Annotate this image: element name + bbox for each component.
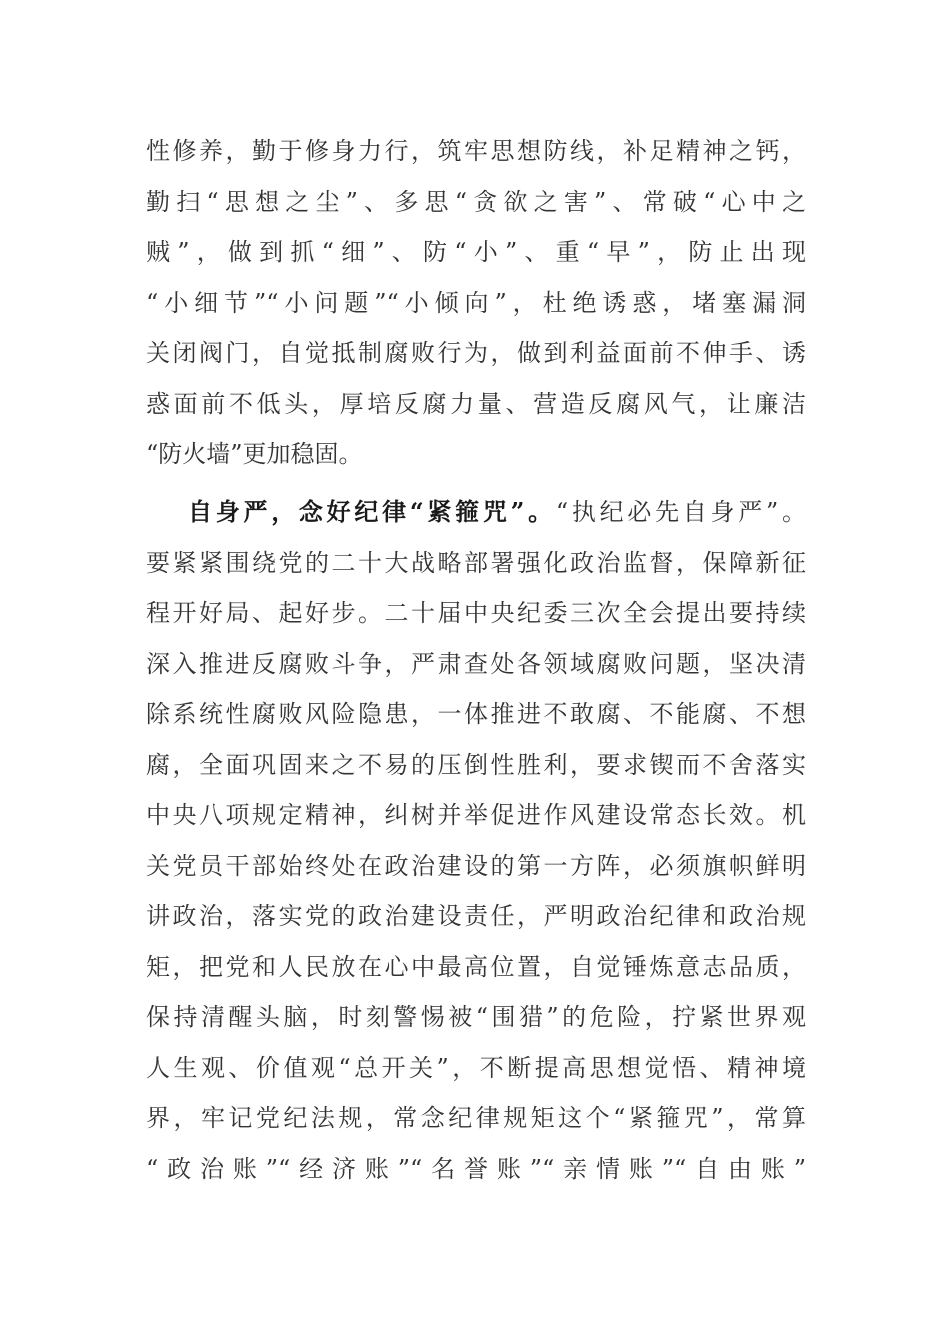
text-line: 深入推进反腐败斗争，严肃查处各领域腐败问题，坚决清 [146, 649, 806, 678]
text-line: 程开好局、起好步。二十届中央纪委三次全会提出要持续 [146, 599, 806, 627]
text-line: 要紧紧围绕党的二十大战略部署强化政治监督，保障新征 [146, 548, 806, 577]
paragraph-heading: 自身严，念好纪律“紧箍咒”。 [188, 497, 556, 526]
text-line: 惑面前不低头，厚培反腐力量、营造反腐风气，让廉洁 [146, 389, 806, 418]
heading-continuation: “执纪必先自身严”。 [555, 498, 807, 526]
text-line: 性修养，勤于修身力行，筑牢思想防线，补足精神之钙， [146, 137, 806, 165]
text-line: 腐，全面巩固来之不易的压倒性胜利，要求锲而不舍落实 [146, 750, 806, 779]
text-line: 保持清醒头脑，时刻警惕被“围猎”的危险，拧紧世界观 [146, 1003, 806, 1031]
text-line: 讲政治，落实党的政治建设责任，严明政治纪律和政治规 [146, 902, 806, 930]
text-line: 除系统性腐败风险隐患，一体推进不敢腐、不能腐、不想 [146, 700, 806, 728]
paragraph-first-line [146, 487, 806, 538]
text-line: 矩，把党和人民放在心中最高位置，自觉锤炼意志品质， [146, 952, 806, 981]
text-line: “防火墙”更加稳固。 [146, 440, 363, 468]
paragraph-self-cultivation [146, 126, 806, 480]
text-line: 贼”，做到抓“细”、防“小”、重“早”，防止出现 [146, 238, 806, 266]
text-line: 关闭阀门，自觉抵制腐败行为，做到利益面前不伸手、诱 [146, 339, 806, 367]
paragraph-discipline [146, 487, 806, 1194]
text-line: 勤扫“思想之尘”、多思“贪欲之害”、常破“心中之 [146, 187, 806, 216]
text-line: 界，牢记党纪法规，常念纪律规矩这个“紧箍咒”，常算 [146, 1104, 806, 1132]
text-line: 人生观、价值观“总开关”，不断提高思想觉悟、精神境 [146, 1053, 806, 1082]
text-line: “政治账”“经济账”“名誉账”“亲情账”“自由账” [146, 1154, 806, 1183]
text-line: 关党员干部始终处在政治建设的第一方阵，必须旗帜鲜明 [146, 851, 806, 880]
text-line: 中央八项规定精神，纠树并举促进作风建设常态长效。机 [146, 801, 806, 829]
text-line: “小细节”“小问题”“小倾向”，杜绝诱惑，堵塞漏洞 [146, 288, 806, 317]
